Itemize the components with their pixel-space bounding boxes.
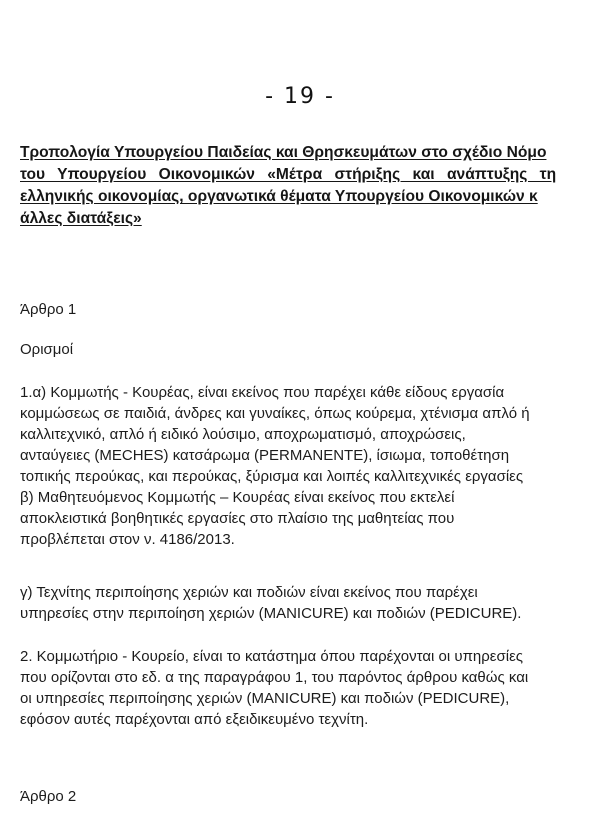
title-line: Τροπολογία Υπουργείου Παιδείας και Θρησκευμάτων στο σχέδιο Νόμο xyxy=(20,144,547,161)
title-line: άλλες διατάξεις» xyxy=(20,210,142,227)
paragraph-line: κομμώσεως σε παιδιά, άνδρες και γυναίκες, όπως κούρεμα, χτένισμα απλό ή xyxy=(20,405,530,422)
paragraph-line: καλλιτεχνικό, απλό ή ειδικό λούσιμο, αποχρωματισμό, αποχρώσεις, xyxy=(20,426,466,443)
paragraph-line: 1.α) Κομμωτής - Κουρέας, είναι εκείνος που παρέχει κάθε είδους εργασία xyxy=(20,384,505,401)
paragraph-line: εφόσον αυτές παρέχονται από εξειδικευμένο τεχνίτη. xyxy=(20,711,369,728)
paragraph-line: που ορίζονται στο εδ. α της παραγράφου 1, του παρόντος άρθρου καθώς και xyxy=(20,669,529,686)
paragraph-b xyxy=(20,487,600,550)
document-title xyxy=(20,142,600,230)
page-number: - 19 - xyxy=(265,84,335,109)
article-1-heading: Άρθρο 1 xyxy=(20,301,77,318)
paragraph-c xyxy=(20,582,600,624)
title-line: του Υπουργείου Οικονομικών «Μέτρα στήριξης και ανάπτυξης τη xyxy=(20,166,557,183)
paragraph-line: αποκλειστικά βοηθητικές εργασίες στο πλαίσιο της μαθητείας που xyxy=(20,510,455,527)
title-line: ελληνικής οικονομίας, οργανωτικά θέματα Υπουργείου Οικονομικών κ xyxy=(20,188,538,205)
paragraph-2 xyxy=(20,646,600,730)
paragraph-line: υπηρεσίες στην περιποίηση χεριών (MANICURE) και ποδιών (PEDICURE). xyxy=(20,605,522,622)
paragraph-line: γ) Τεχνίτης περιποίησης χεριών και ποδιών είναι εκείνος που παρέχει xyxy=(20,584,478,601)
paragraph-line: οι υπηρεσίες περιποίησης χεριών (MANICURE) και ποδιών (PEDICURE), xyxy=(20,690,510,707)
article-2-heading: Άρθρο 2 xyxy=(20,788,77,805)
paragraph-line: β) Μαθητευόμενος Κομμωτής – Κουρέας είναι εκείνος που εκτελεί xyxy=(20,489,455,506)
paragraph-line: τοπικής περούκας, και περούκας, ξύρισμα και λοιπές καλλιτεχνικές εργασίες xyxy=(20,468,524,485)
article-1-subheading: Ορισμοί xyxy=(20,341,74,358)
paragraph-line: 2. Κομμωτήριο - Κουρείο, είναι το κατάστημα όπου παρέχονται οι υπηρεσίες xyxy=(20,648,523,665)
paragraph-1a xyxy=(20,382,600,487)
paragraph-line: ανταύγειες (MECHES) κατσάρωμα (PERMANENTE), ίσιωμα, τοποθέτηση xyxy=(20,447,510,464)
paragraph-line: προβλέπεται στον ν. 4186/2013. xyxy=(20,531,235,548)
